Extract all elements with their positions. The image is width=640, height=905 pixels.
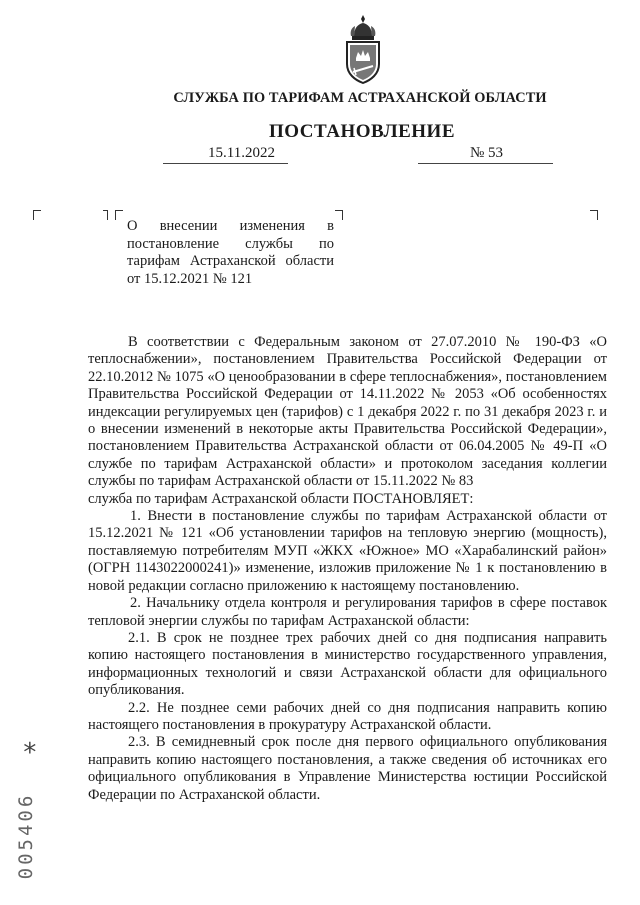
item-2-3: 2.3. В семидневный срок после дня первого официального опубликования направить копию настоящего постановления, а также сведения об источниках его официального опубликования в Управление Министерства юстиции Российской Федерации по Астраханской области. [88, 734, 607, 803]
item-2: 2. Начальнику отдела контроля и регулирования тарифов в сфере поставок тепловой энергии службы по тарифам Астраханской области: [88, 595, 607, 629]
subject-line: тарифам Астраханской области [127, 253, 334, 270]
preamble-paragraph: В соответствии с Федеральным законом от 27.07.2010 № 190-ФЗ «О теплоснабжении», постановлением Правительства Российской Федерации от 22.10.2012 № 1075 «О ценообразовании в сфере теплоснабжения», постановлением Правительства Российской Федерации от 14.11.2022 № 2053 «Об особенностях индексации регулируемых цен (тарифов) с 1 декабря 2022 г. по 31 декабря 2023 г. и о внесении изменений в некоторые акты Правительства Российской Федерации», постановлением Правительства Астраханской области от 06.04.2005 № 49-П «О службе по тарифам Астраханской области» и протоколом заседания коллегии службы по тарифам Астраханской области от 15.11.2022 № 83 [88, 334, 607, 490]
item-2-2: 2.2. Не позднее семи рабочих дней со дня подписания направить копию настоящего постановления в прокуратуру Астраханской области. [88, 699, 607, 733]
resolve-line: служба по тарифам Астраханской области ПОСТАНОВЛЯЕТ: [88, 490, 474, 507]
document-type: ПОСТАНОВЛЕНИЕ [268, 121, 456, 142]
corner-mark [33, 210, 41, 220]
date-underline [163, 163, 288, 164]
organization-title: СЛУЖБА ПО ТАРИФАМ АСТРАХАНСКОЙ ОБЛАСТИ [173, 90, 547, 106]
subject-line: от 15.12.2021 № 121 [127, 270, 253, 287]
corner-mark [335, 210, 343, 220]
corner-mark [115, 210, 123, 220]
document-number: № 53 [470, 145, 504, 161]
item-1: 1. Внести в постановление службы по тарифам Астраханской области от 15.12.2021 № 121 «Об установлении тарифов на тепловую энергию (мощность), поставляемую потребителям МУП «ЖКХ «Южное» МО «Харабалинский район» (ОГРН 1143022000241)» изменение, изложив приложение № 1 к постановлению в новой редакции согласно приложению к настоящему постановлению. [88, 508, 607, 594]
subject-line: О внесении изменения в [127, 218, 334, 234]
subject-line: постановление службы по [127, 235, 334, 252]
number-underline [418, 163, 553, 164]
document-subject [127, 218, 334, 288]
item-2-1: 2.1. В срок не позднее трех рабочих дней со дня подписания направить копию настоящего постановления в министерство государственного управления, информационных технологий и связи Астраханской области для официального опубликования. [88, 629, 607, 699]
coat-of-arms-icon [341, 14, 385, 84]
document-date: 15.11.2022 [208, 145, 275, 161]
stamp-number: 005406 [15, 792, 37, 880]
document-body [88, 334, 607, 804]
registration-stamp [8, 738, 48, 880]
corner-mark [590, 210, 598, 220]
stamp-mark: * [22, 738, 38, 768]
corner-mark [103, 210, 108, 220]
